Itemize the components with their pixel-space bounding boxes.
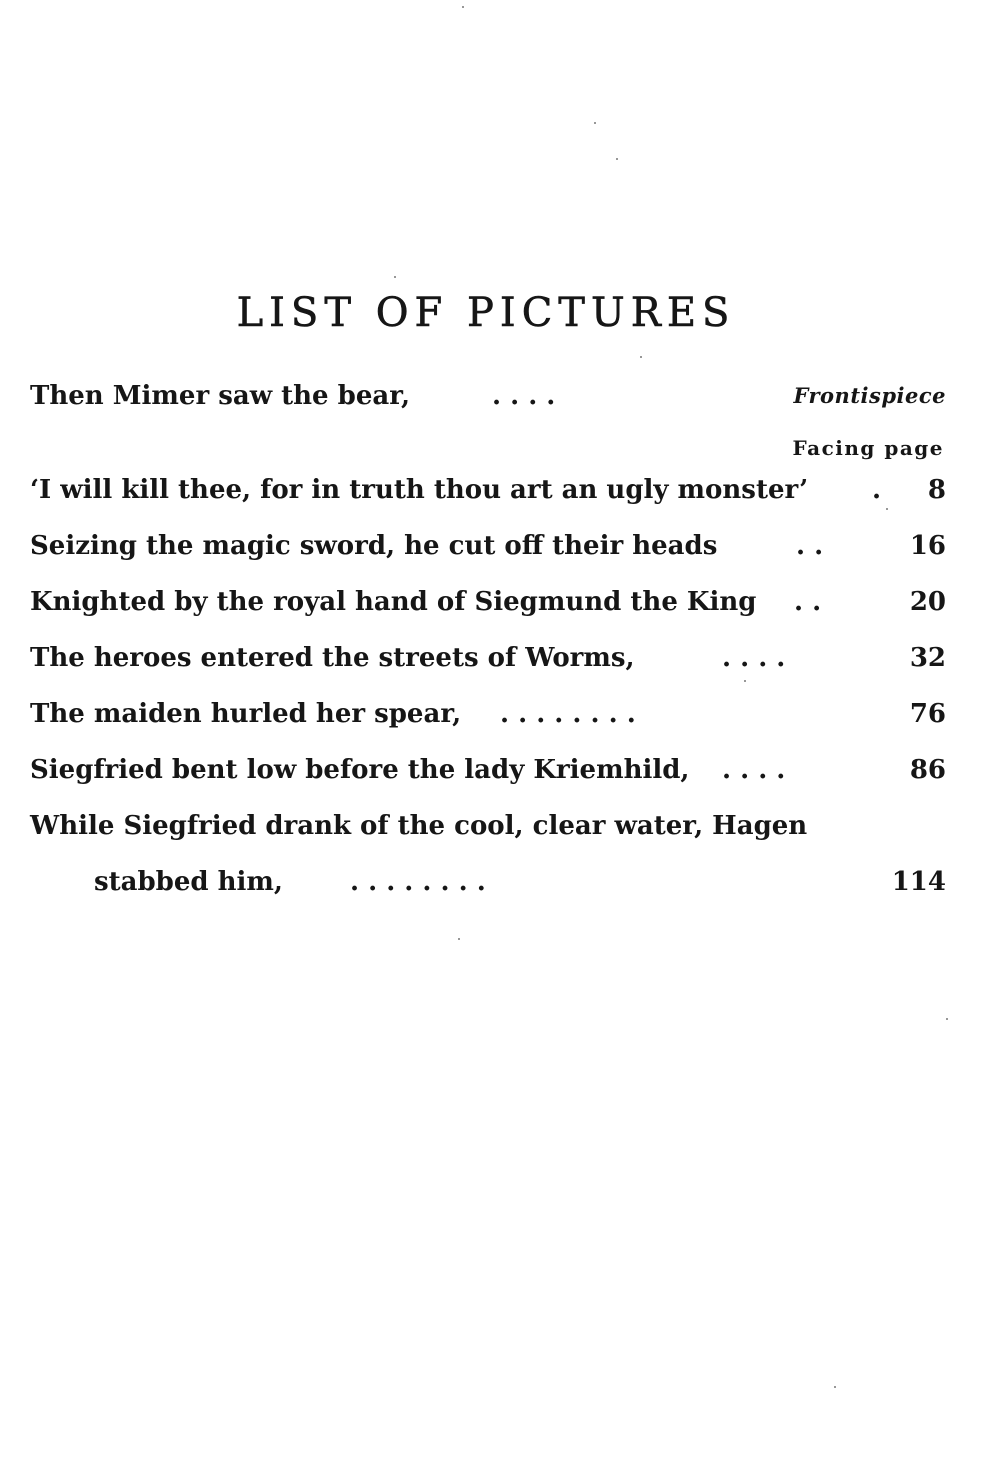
entry-caption: Knighted by the royal hand of Siegmund the King: [30, 587, 757, 617]
list-item: [30, 582, 946, 622]
entry-caption: The maiden hurled her spear,: [30, 699, 462, 729]
list-item: [94, 862, 946, 902]
entry-leader-dots: . .: [794, 587, 822, 617]
scan-speck: [394, 276, 396, 278]
page-title: LIST OF PICTURES: [236, 290, 736, 336]
entry-page: 32: [909, 643, 946, 673]
scan-speck: [458, 938, 460, 940]
entry-caption: The heroes entered the streets of Worms,: [30, 643, 635, 673]
entry-caption: ‘I will kill thee, for in truth thou art an ugly monster’: [30, 475, 809, 505]
list-item: [30, 750, 946, 790]
entry-leader-dots: . .: [796, 531, 824, 561]
scan-speck: [834, 1386, 836, 1388]
facing-page-label: Facing page: [792, 436, 944, 460]
list-item: [30, 806, 946, 846]
entry-caption: Seizing the magic sword, he cut off their heads: [30, 531, 718, 561]
scan-speck: [744, 680, 746, 682]
scan-speck: [946, 1018, 948, 1020]
entry-leader-dots: . . . . . . . .: [350, 867, 486, 897]
scan-speck: [616, 158, 618, 160]
scan-speck: [640, 356, 642, 358]
entry-leader-dots: .: [872, 475, 882, 505]
list-item: [30, 470, 946, 510]
scan-speck: [462, 6, 464, 8]
entry-page: 86: [909, 755, 946, 785]
entry-caption: Siegfried bent low before the lady Kriemhild,: [30, 755, 690, 785]
entry-leader-dots: . . . .: [492, 381, 556, 411]
entry-page: Frontispiece: [793, 383, 946, 408]
list-item: [30, 376, 946, 416]
entry-page: 16: [909, 531, 946, 561]
entry-caption: stabbed him,: [94, 867, 283, 897]
entry-leader-dots: . . . .: [722, 643, 786, 673]
list-item: [30, 694, 946, 734]
entry-leader-dots: . . . . . . . .: [500, 699, 636, 729]
entry-page: 20: [909, 587, 946, 617]
list-item: [30, 526, 946, 566]
scan-speck: [594, 122, 596, 124]
entry-page: 8: [927, 475, 946, 505]
entry-caption: Then Mimer saw the bear,: [30, 381, 411, 411]
entry-page: 76: [909, 699, 946, 729]
entry-page: 114: [891, 867, 946, 897]
scan-speck: [886, 508, 888, 510]
entry-caption: While Siegfried drank of the cool, clear water, Hagen: [30, 811, 808, 841]
list-item: [30, 638, 946, 678]
entry-leader-dots: . . . .: [722, 755, 786, 785]
